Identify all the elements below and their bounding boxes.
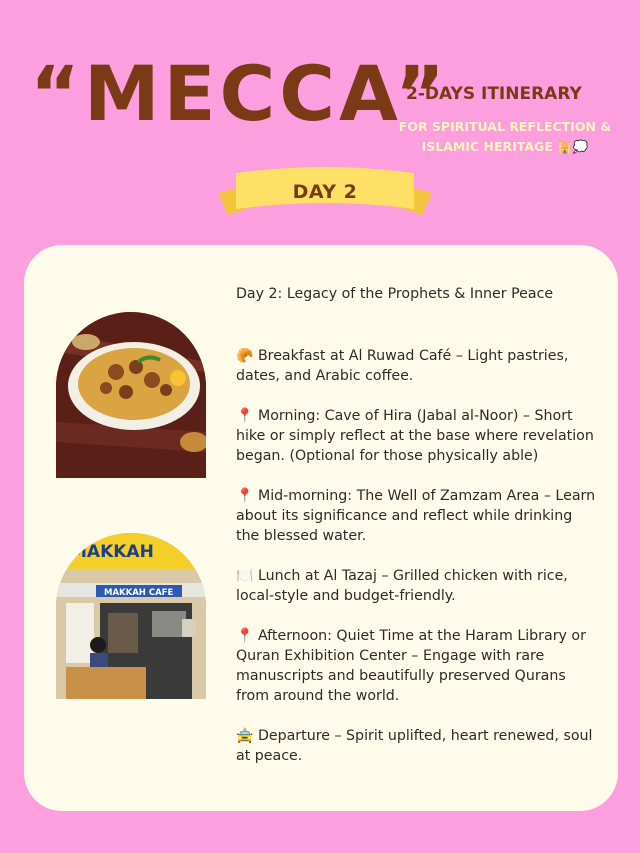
itinerary-item-text: Afternoon: Quiet Time at the Haram Library or Quran Exhibition Center – Engage with rare manuscripts and beautifully preserved Qurans from around the world. <box>236 628 586 704</box>
page-title: “MECCA” <box>30 49 449 138</box>
page-tagline: FOR SPIRITUAL REFLECTION & ISLAMIC HERITAGE 🕌💭 <box>398 119 612 154</box>
itinerary-item-breakfast <box>236 346 596 386</box>
itinerary-item-departure <box>236 726 596 766</box>
itinerary-item-text: Lunch at Al Tazaj – Grilled chicken with rice, local-style and budget-friendly. <box>236 568 568 604</box>
pin-icon: 📍 <box>236 488 254 504</box>
itinerary-item-morning <box>236 406 596 466</box>
pin-icon: 📍 <box>236 408 254 424</box>
pin-icon: 📍 <box>236 628 254 644</box>
cafe-sign-text: MAKKAH CAFE <box>104 588 174 598</box>
cafe-sign-top-text: MAKKAH <box>70 542 154 562</box>
itinerary-item-text: Mid-morning: The Well of Zamzam Area – Learn about its significance and reflect while drinking the blessed water. <box>236 488 596 544</box>
itinerary-item-text: Breakfast at Al Ruwad Café – Light pastries, dates, and Arabic coffee. <box>236 348 569 384</box>
itinerary-item-afternoon <box>236 626 596 706</box>
itinerary-item-lunch <box>236 566 596 606</box>
plate-icon: 🍽️ <box>236 568 254 584</box>
croissant-icon: 🥐 <box>236 348 254 364</box>
itinerary-content <box>236 284 596 786</box>
food-photo <box>56 312 206 478</box>
itinerary-item-text: Departure – Spirit uplifted, heart renewed, soul at peace. <box>236 728 593 764</box>
itinerary-item-text: Morning: Cave of Hira (Jabal al-Noor) – Short hike or simply reflect at the base where revelation began. (Optional for those physically able) <box>236 408 594 464</box>
itinerary-item-mid-morning <box>236 486 596 546</box>
rice-plate-image <box>56 312 206 478</box>
cafe-photo <box>56 533 206 699</box>
taxi-icon: 🚖 <box>236 728 254 744</box>
page-subtitle: 2-DAYS ITINERARY <box>406 84 582 104</box>
day-label: DAY 2 <box>292 181 358 203</box>
day-heading: Day 2: Legacy of the Prophets & Inner Peace <box>236 286 554 302</box>
cafe-storefront-image <box>56 533 206 699</box>
day-ribbon-banner <box>214 163 436 225</box>
